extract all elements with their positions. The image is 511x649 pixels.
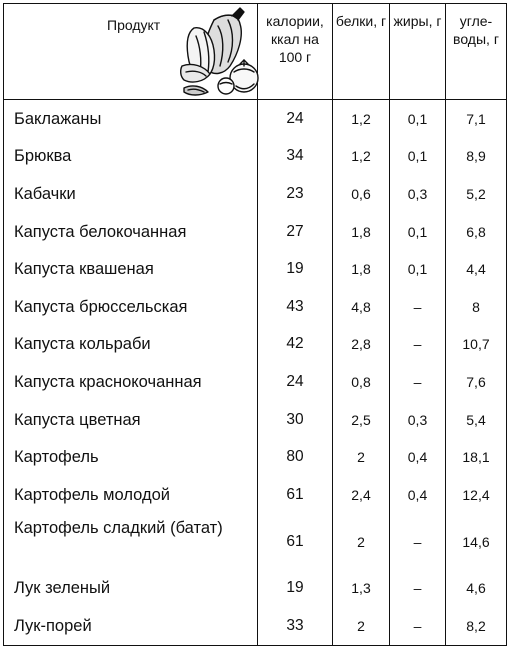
calories-cell: 30	[258, 401, 333, 439]
carbs-cell: 8,9	[446, 138, 507, 176]
protein-cell: 4,8	[333, 288, 390, 326]
calories-cell: 19	[258, 570, 333, 608]
table-row	[4, 607, 507, 645]
table-row	[4, 175, 507, 213]
product-name-cell: Капуста цветная	[4, 401, 258, 439]
product-name-cell: Брюква	[4, 138, 258, 176]
table-row	[4, 363, 507, 401]
carbs-cell: 8,2	[446, 607, 507, 645]
carbs-cell: 7,6	[446, 363, 507, 401]
calories-cell: 24	[258, 100, 333, 138]
header-product-label: Продукт	[107, 17, 161, 33]
table-body	[4, 100, 507, 646]
header-protein: белки, г	[333, 4, 390, 100]
vegetables-illustration-icon	[174, 6, 264, 98]
protein-cell: 1,2	[333, 138, 390, 176]
calories-cell: 19	[258, 250, 333, 288]
calories-cell: 34	[258, 138, 333, 176]
table-row	[4, 438, 507, 476]
table-row	[4, 250, 507, 288]
fat-cell: 0,1	[390, 100, 446, 138]
product-name-cell: Лук зеленый	[4, 570, 258, 608]
fat-cell: –	[390, 288, 446, 326]
header-row	[4, 4, 507, 100]
table-row	[4, 138, 507, 176]
table-header	[4, 4, 507, 100]
product-name-cell: Капуста брюссельская	[4, 288, 258, 326]
calories-cell: 27	[258, 213, 333, 251]
carbs-cell: 18,1	[446, 438, 507, 476]
protein-cell: 2,5	[333, 401, 390, 439]
product-name-cell: Картофель молодой	[4, 476, 258, 514]
product-name-cell: Баклажаны	[4, 100, 258, 138]
table-row	[4, 570, 507, 608]
table-row	[4, 514, 507, 570]
product-name-cell: Кабачки	[4, 175, 258, 213]
protein-cell: 2	[333, 607, 390, 645]
carbs-cell: 8	[446, 288, 507, 326]
table-row	[4, 288, 507, 326]
protein-cell: 2	[333, 438, 390, 476]
protein-cell: 2,4	[333, 476, 390, 514]
calories-cell: 61	[258, 514, 333, 570]
fat-cell: –	[390, 607, 446, 645]
protein-cell: 1,8	[333, 213, 390, 251]
protein-cell: 1,2	[333, 100, 390, 138]
table-row	[4, 401, 507, 439]
calories-cell: 23	[258, 175, 333, 213]
table-row	[4, 213, 507, 251]
carbs-cell: 5,2	[446, 175, 507, 213]
table-row	[4, 326, 507, 364]
table-row	[4, 100, 507, 138]
carbs-cell: 4,4	[446, 250, 507, 288]
fat-cell: –	[390, 570, 446, 608]
calories-cell: 42	[258, 326, 333, 364]
calories-cell: 33	[258, 607, 333, 645]
calories-cell: 24	[258, 363, 333, 401]
fat-cell: 0,1	[390, 213, 446, 251]
header-fat: жиры, г	[390, 4, 446, 100]
carbs-cell: 7,1	[446, 100, 507, 138]
header-product-cell	[4, 4, 258, 100]
table-row	[4, 476, 507, 514]
fat-cell: 0,3	[390, 401, 446, 439]
fat-cell: 0,4	[390, 476, 446, 514]
nutrition-table-container	[3, 3, 506, 645]
product-name-cell: Капуста краснокочанная	[4, 363, 258, 401]
vegetable-nutrition-table	[3, 3, 507, 646]
carbs-cell: 4,6	[446, 570, 507, 608]
fat-cell: 0,4	[390, 438, 446, 476]
carbs-cell: 14,6	[446, 514, 507, 570]
product-name-cell: Капуста кольраби	[4, 326, 258, 364]
fat-cell: 0,3	[390, 175, 446, 213]
protein-cell: 1,3	[333, 570, 390, 608]
protein-cell: 0,6	[333, 175, 390, 213]
carbs-cell: 6,8	[446, 213, 507, 251]
calories-cell: 43	[258, 288, 333, 326]
fat-cell: –	[390, 326, 446, 364]
carbs-cell: 12,4	[446, 476, 507, 514]
product-name-cell: Капуста белокочанная	[4, 213, 258, 251]
calories-cell: 61	[258, 476, 333, 514]
header-calories: калории, ккал на 100 г	[258, 4, 333, 100]
product-name-cell: Капуста квашеная	[4, 250, 258, 288]
product-name-cell: Картофель сладкий (батат)	[4, 514, 258, 570]
carbs-cell: 10,7	[446, 326, 507, 364]
fat-cell: –	[390, 363, 446, 401]
protein-cell: 1,8	[333, 250, 390, 288]
protein-cell: 2,8	[333, 326, 390, 364]
product-name-cell: Лук-порей	[4, 607, 258, 645]
fat-cell: 0,1	[390, 138, 446, 176]
calories-cell: 80	[258, 438, 333, 476]
protein-cell: 0,8	[333, 363, 390, 401]
product-name-cell: Картофель	[4, 438, 258, 476]
header-carbs: угле- воды, г	[446, 4, 507, 100]
fat-cell: –	[390, 514, 446, 570]
fat-cell: 0,1	[390, 250, 446, 288]
carbs-cell: 5,4	[446, 401, 507, 439]
protein-cell: 2	[333, 514, 390, 570]
